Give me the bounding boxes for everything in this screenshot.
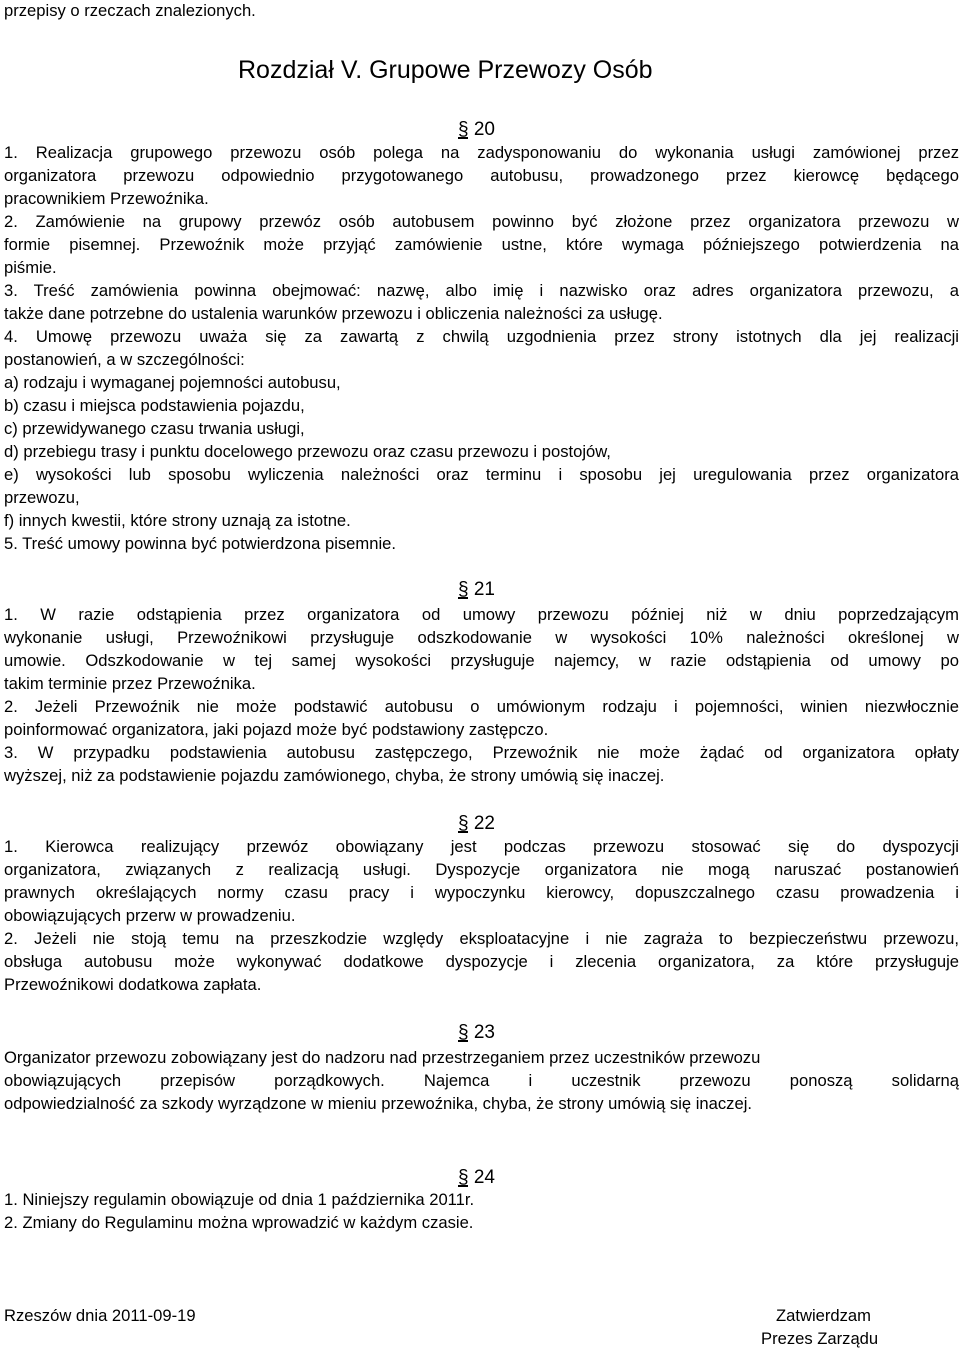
paragraph-line: 3. Treść zamówienia powinna obejmować: nazwę, albo imię i nazwisko oraz adres organizatora przewozu, a	[4, 281, 959, 300]
approval-label: Zatwierdzam	[776, 1306, 871, 1325]
list-item: f) innych kwestii, które strony uznają za istotne.	[4, 511, 351, 530]
paragraph-line: 4. Umowę przewozu uważa się za zawartą z chwilą uzgodnienia przez strony istotnych dla jej realizacji	[4, 327, 959, 346]
paragraph-line: piśmie.	[4, 258, 57, 277]
list-item: e) wysokości lub sposobu wyliczenia należności oraz terminu i sposobu jej uregulowania przez organizatora	[4, 465, 959, 484]
paragraph-line: umowie. Odszkodowanie w tej samej wysokości przysługuje najemcy, w razie odstąpienia od umowy po	[4, 651, 959, 670]
section-number: 24	[473, 1167, 495, 1188]
section-heading-23	[458, 1021, 528, 1045]
paragraph-line: 5. Treść umowy powinna być potwierdzona pisemnie.	[4, 534, 396, 553]
paragraph-line: formie pisemnej. Przewoźnik może przyjąć zamówienie ustne, które wymaga późniejszego potwierdzenia na	[4, 235, 959, 254]
section-heading-21	[458, 578, 528, 602]
chapter-title: Rozdział V. Grupowe Przewozy Osób	[238, 56, 653, 84]
section-symbol: §	[458, 1022, 469, 1043]
paragraph-line: organizatora, związanych z realizacją usługi. Dyspozycje organizatora nie mogą naruszać postanowień	[4, 860, 959, 879]
section-number: 21	[473, 579, 495, 600]
list-item: d) przebiegu trasy i punktu docelowego przewozu oraz czasu przewozu i postojów,	[4, 442, 611, 461]
paragraph-line: wykonanie usługi, Przewoźnikowi przysługuje odszkodowanie w wysokości 10% należności określonej w	[4, 628, 959, 647]
paragraph-line: prawnych określających normy czasu pracy i wypoczynku kierowcy, dopuszczalnego czasu prowadzenia i	[4, 883, 959, 902]
paragraph-line: obowiązujących przepisów porządkowych. Najemca i uczestnik przewozu ponoszą solidarną	[4, 1071, 959, 1090]
paragraph-line: postanowień, a w szczególności:	[4, 350, 245, 369]
paragraph-line: takim terminie przez Przewoźnika.	[4, 674, 256, 693]
section-number: 20	[473, 119, 495, 140]
section-symbol: §	[458, 1167, 469, 1188]
paragraph-line: także dane potrzebne do ustalenia warunków przewozu i obliczenia należności za usługę.	[4, 304, 663, 323]
paragraph-line: odpowiedzialność za szkody wyrządzone w mieniu przewoźnika, chyba, że strony umówią się inaczej.	[4, 1094, 752, 1113]
paragraph-line: 2. Jeżeli Przewoźnik nie może podstawić autobusu o umówionym rodzaju i pojemności, winien niezwłocznie	[4, 697, 959, 716]
paragraph-line: organizatora przewozu odpowiednio przygotowanego autobusu, prowadzonego przez kierowcę będącego	[4, 166, 959, 185]
place-and-date: Rzeszów dnia 2011-09-19	[4, 1306, 196, 1325]
section-heading-20	[458, 118, 528, 142]
section-number: 23	[473, 1022, 495, 1043]
section-symbol: §	[458, 119, 469, 140]
section-symbol: §	[458, 813, 469, 834]
paragraph-line: poinformować organizatora, jaki pojazd może być podstawiony zastępczo.	[4, 720, 549, 739]
signatory-title: Prezes Zarządu	[761, 1329, 879, 1348]
paragraph-line: 1. Kierowca realizujący przewóz obowiązany jest podczas przewozu stosować się do dyspozycji	[4, 837, 959, 856]
paragraph-line: 1. Realizacja grupowego przewozu osób polega na zadysponowaniu do wykonania usługi zamówionej przez	[4, 143, 959, 162]
paragraph-line: obowiązujących przerw w prowadzeniu.	[4, 906, 296, 925]
section-heading-24	[458, 1166, 528, 1190]
list-item: b) czasu i miejsca podstawienia pojazdu,	[4, 396, 305, 415]
paragraph-line: 1. W razie odstąpienia przez organizatora od umowy przewozu później niż w dniu poprzedzającym	[4, 605, 959, 624]
paragraph-line: pracownikiem Przewoźnika.	[4, 189, 209, 208]
paragraph-line: 1. Niniejszy regulamin obowiązuje od dnia 1 października 2011r.	[4, 1190, 475, 1209]
section-number: 22	[473, 813, 495, 834]
paragraph-line: 2. Jeżeli nie stoją temu na przeszkodzie względy eksploatacyjne i nie zagraża to bezpieczeństwu przewozu,	[4, 929, 959, 948]
list-item: c) przewidywanego czasu trwania usługi,	[4, 419, 305, 438]
paragraph-line: 2. Zamówienie na grupowy przewóz osób autobusem powinno być złożone przez organizatora przewozu w	[4, 212, 959, 231]
paragraph-line: 2. Zmiany do Regulaminu można wprowadzić w każdym czasie.	[4, 1213, 474, 1232]
paragraph-line: Organizator przewozu zobowiązany jest do nadzoru nad przestrzeganiem przez uczestników przewozu	[4, 1048, 761, 1067]
section-heading-22	[458, 812, 528, 836]
paragraph-line: 3. W przypadku podstawienia autobusu zastępczego, Przewoźnik nie może żądać od organizatora opłaty	[4, 743, 959, 762]
paragraph-line: obsługa autobusu może wykonywać dodatkowe dyspozycje i zlecenia organizatora, za które przysługuje	[4, 952, 959, 971]
list-item: przewozu,	[4, 488, 80, 507]
paragraph-line: Przewoźnikowi dodatkowa zapłata.	[4, 975, 262, 994]
continued-text-line: przepisy o rzeczach znalezionych.	[4, 1, 256, 20]
list-item: a) rodzaju i wymaganej pojemności autobusu,	[4, 373, 341, 392]
paragraph-line: wyższej, niż za podstawienie pojazdu zamówionego, chyba, że strony umówią się inaczej.	[4, 766, 665, 785]
section-symbol: §	[458, 579, 469, 600]
